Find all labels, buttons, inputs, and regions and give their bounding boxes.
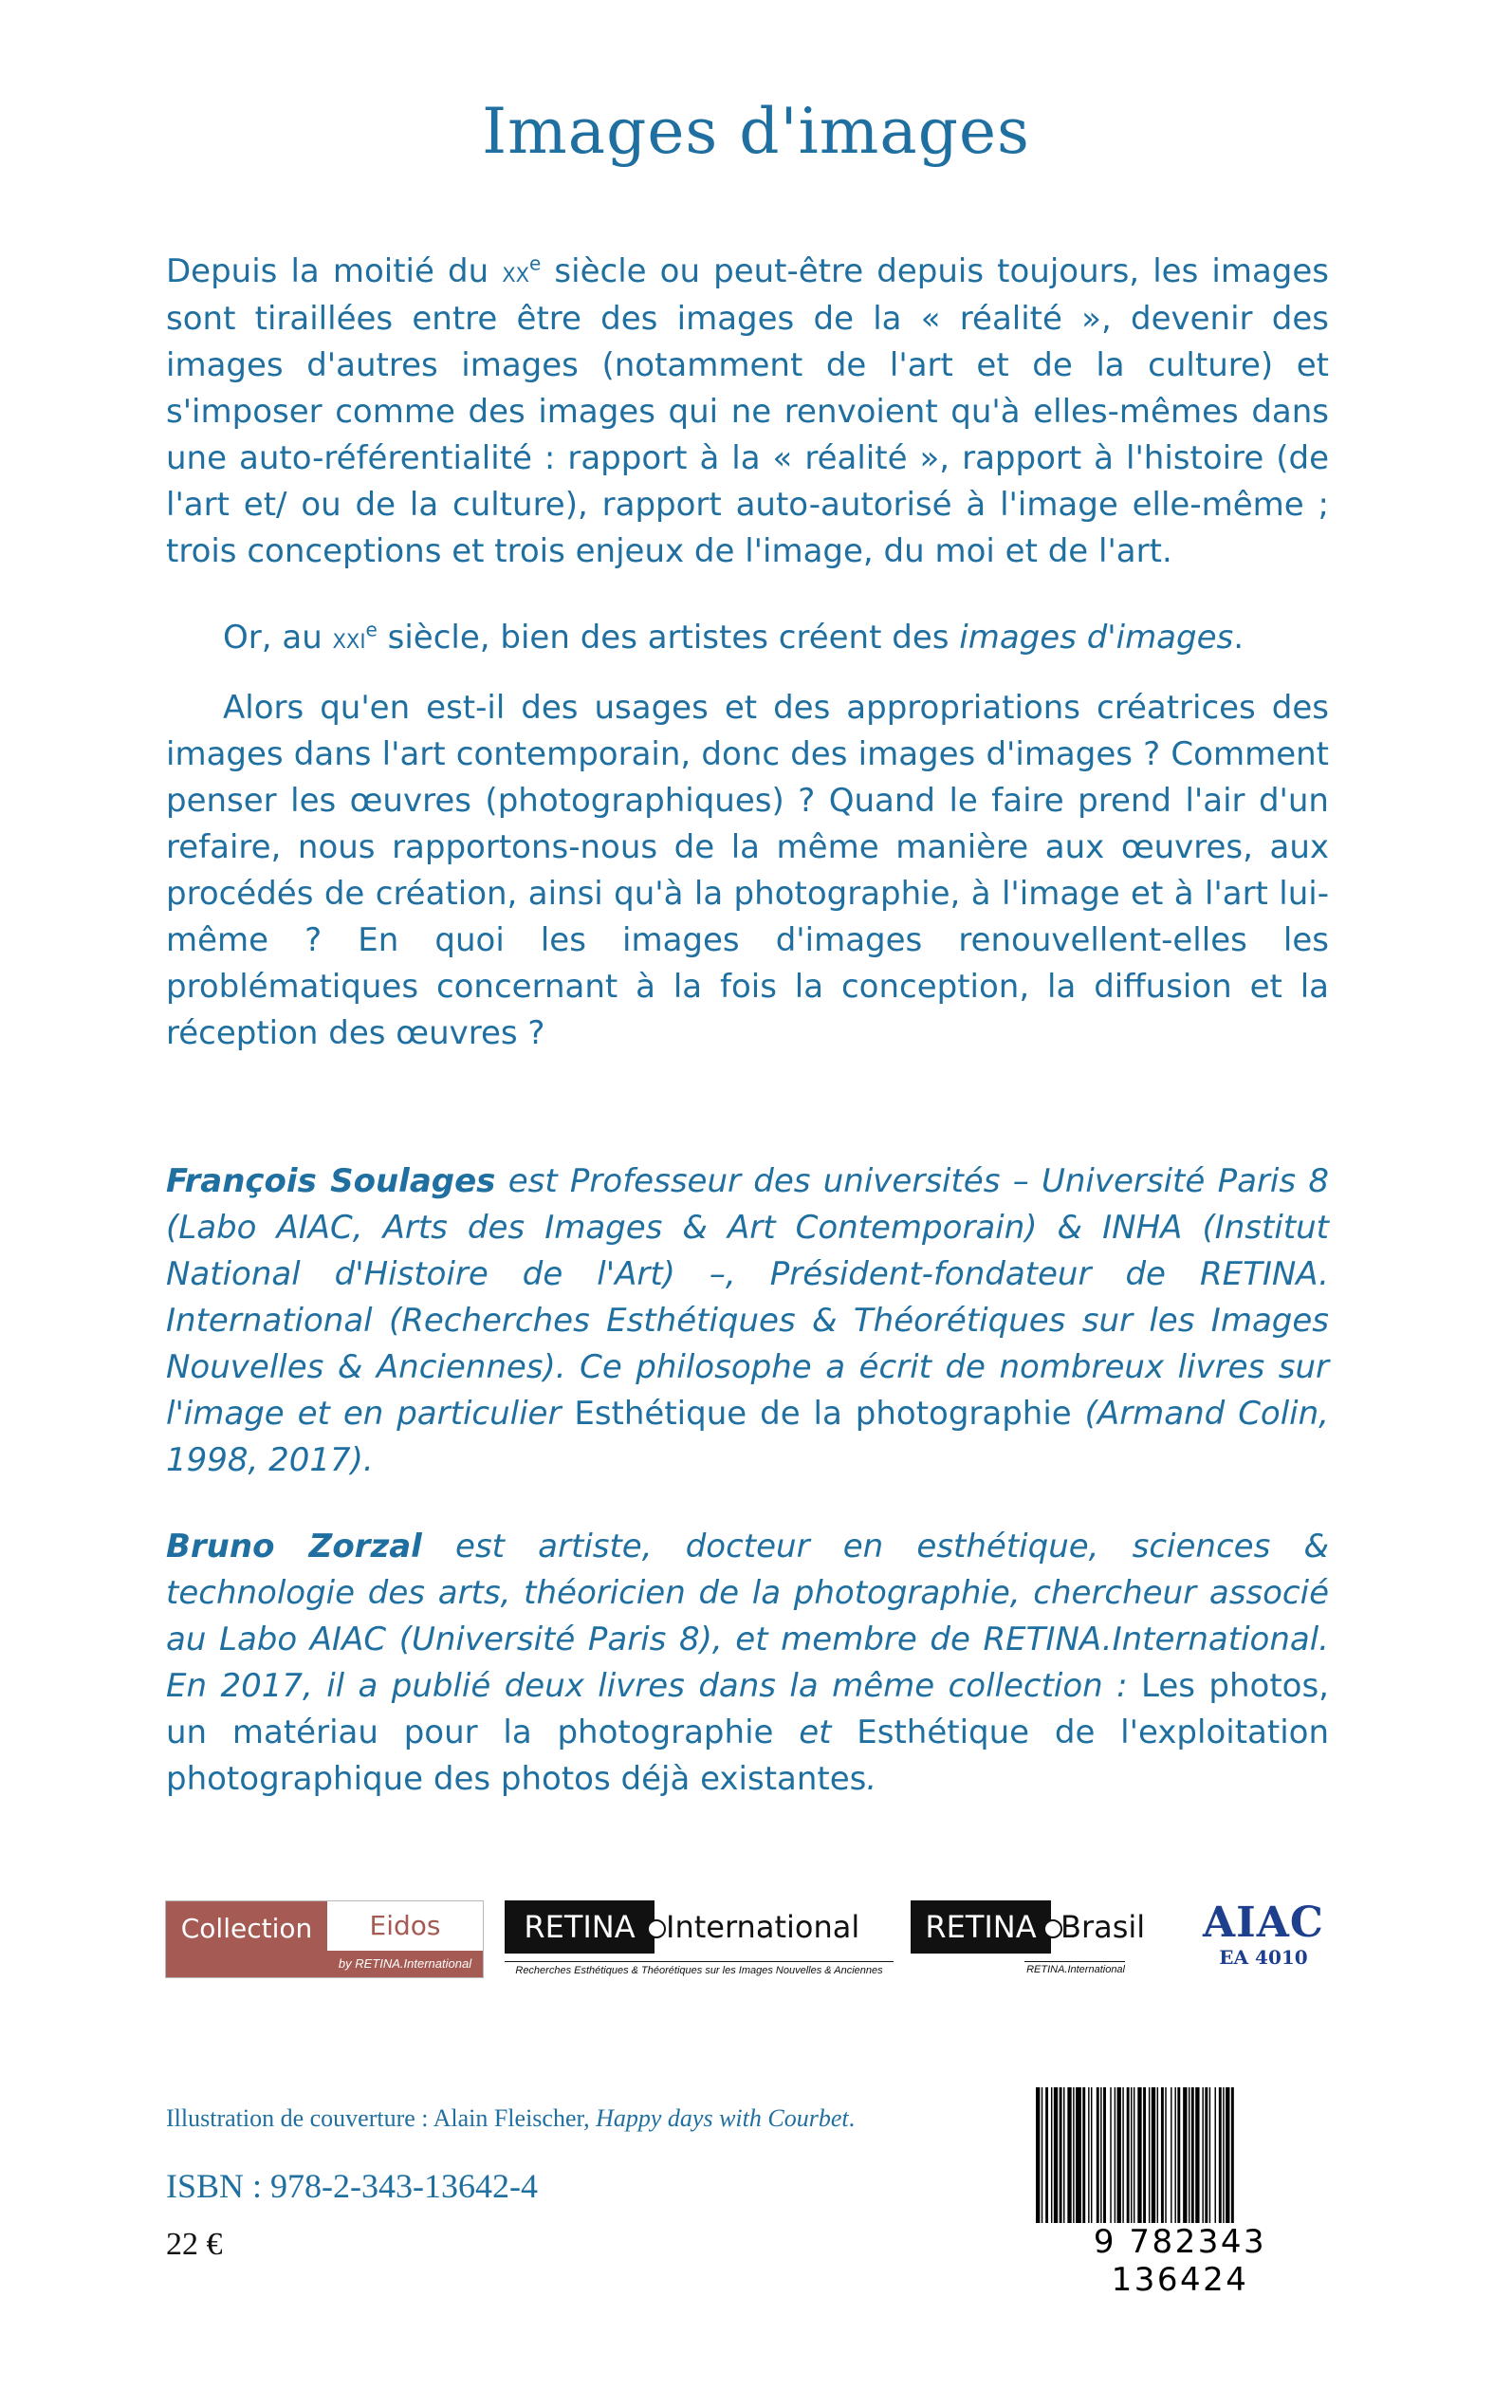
aiac-logo: AIAC EA 4010 bbox=[1203, 1899, 1324, 1969]
paragraph-intro: Depuis la moitié du $xx^e$ siècle ou peut-être depuis toujours, les images sont tiraillées entre être des images de la « réalité », devenir des images d'autres images (notamment de l'art et de la culture) et s'imposer comme des images qui ne renvoient qu'à elles-mêmes dans une auto-référentialité : rapport à la « réalité », rapport à l'histoire (de l'art et/ ou de la culture), rapport auto-autorisé à l'image elle-même ; trois conceptions et trois enjeux de l'image, du moi et de l'art. bbox=[166, 251, 1329, 570]
book-title: Esthétique de l'exploitation photographique des photos déjà existantes bbox=[166, 1713, 1329, 1798]
author-bio-soulages: François Soulages est Professeur des universités – Université Paris 8 (Labo AIAC, Arts des Images & Art Contemporain) & INHA (Institut National d'Histoire de l'Art) –, Président-fondateur de RETINA. International (Recherches Esthétiques & Théorétiques sur les Images Nouvelles & Anciennes). Ce philosophe a écrit de nombreux livres sur l'image et en particulier Esthétique de la photographie (Armand Colin, 1998, 2017). bbox=[166, 1162, 1329, 1479]
author-bio-zorzal: Bruno Zorzal est artiste, docteur en esthétique, sciences & technologie des arts, théoricien de la photographie, chercheur associé au Labo AIAC (Université Paris 8), et membre de RETINA.International. En 2017, il a publié deux livres dans la même collection : Les photos, un matériau pour la photographie et Esthétique de l'exploitation photographique des photos déjà existantes. bbox=[166, 1528, 1329, 1798]
collection-eidos-logo: Collection Eidos by RETINA.International bbox=[165, 1900, 484, 1978]
book-title: Les photos, un matériau pour la photographie bbox=[166, 1667, 1329, 1751]
author-name: François Soulages bbox=[166, 1162, 496, 1200]
retina-brasil-logo: RETINA Brasil RETINA.International bbox=[911, 1900, 1167, 1976]
book-title: Esthétique de la photographie bbox=[574, 1395, 1072, 1433]
cover-illustration-credit: Illustration de couverture : Alain Fleischer, Happy days with Courbet. bbox=[166, 2104, 856, 2132]
dot-icon bbox=[1043, 1919, 1062, 1938]
price: 22 € bbox=[166, 2227, 223, 2262]
author-name: Bruno Zorzal bbox=[166, 1528, 422, 1565]
century-numeral: xx bbox=[502, 256, 530, 289]
paragraph-twenty-first: Or, au xxi$^e$ siècle, bien des artistes créent des images d'images. bbox=[223, 618, 1245, 657]
retina-international-logo: RETINA International Recherches Esthétiques & Théorétiques sur les Images Nouvelles & Anciennes bbox=[505, 1900, 894, 1976]
century-numeral: xxi bbox=[332, 622, 366, 656]
barcode-digits: 9 782343 136424 bbox=[1026, 2223, 1334, 2299]
emphasis-text: images d'images bbox=[959, 619, 1234, 657]
isbn: ISBN : 978-2-343-13642-4 bbox=[166, 2167, 538, 2205]
page-title: Images d'images bbox=[482, 95, 1030, 168]
paragraph-questions: Alors qu'en est-il des usages et des appropriations créatrices des images dans l'art contemporain, donc des images d'images ? Comment penser les œuvres (photographiques) ? Quand le faire prend l'air d'un refaire, nous rapportons-nous de la même manière aux œuvres, aux procédés de création, ainsi qu'à la photographie, à l'image et à l'art lui-même ? En quoi les images d'images renouvellent-elles les problématiques concernant à la fois la conception, la diffusion et la réception des œuvres ? bbox=[166, 689, 1329, 1052]
dot-icon bbox=[647, 1919, 666, 1938]
